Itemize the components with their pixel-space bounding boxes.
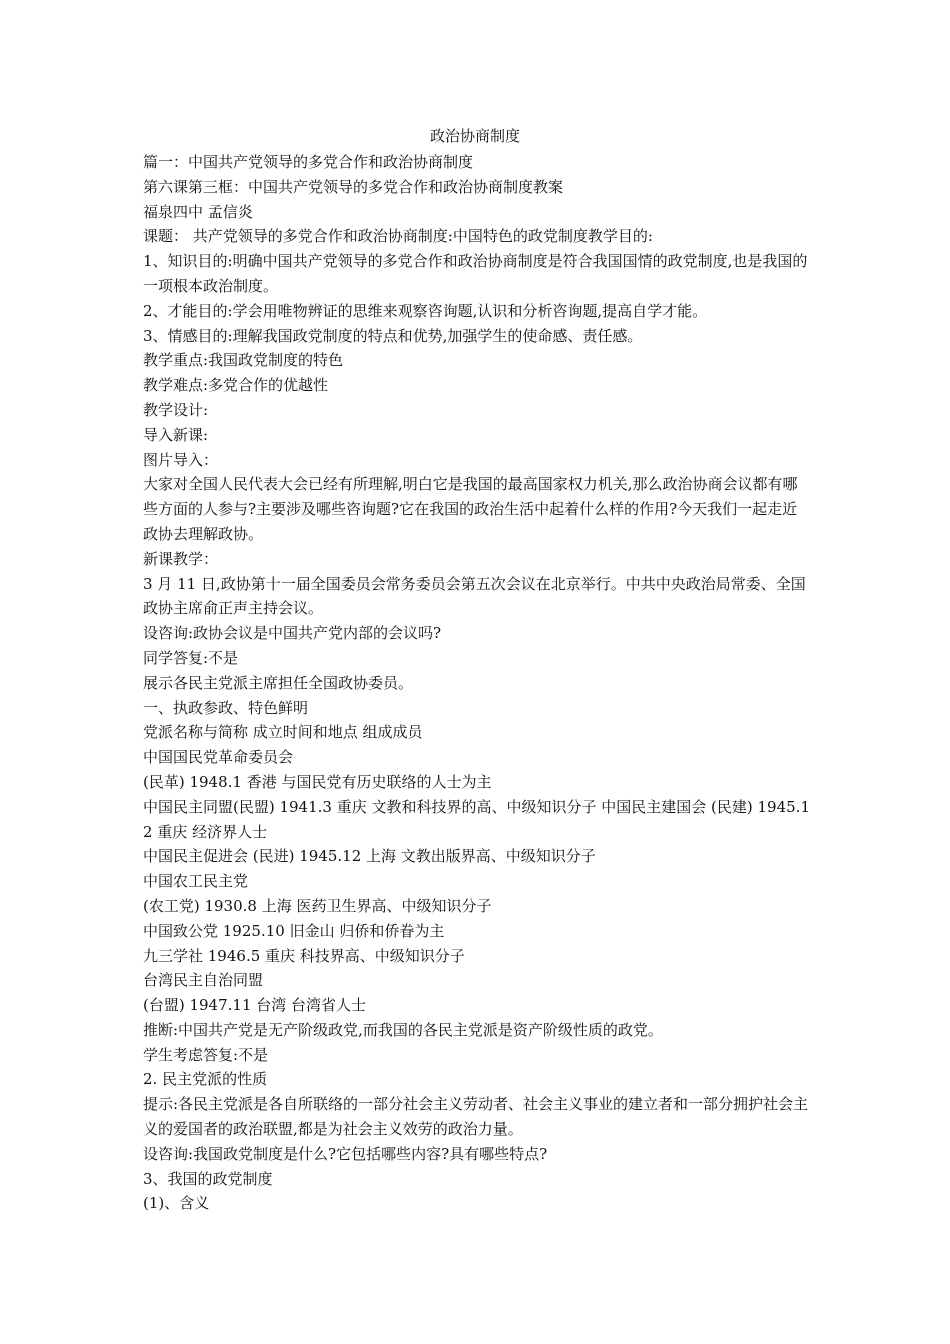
paragraph-line: 3 月 11 日,政协第十一届全国委员会常务委员会第五次会议在北京举行。中共中央政治局常委、全国政协主席俞正声主持会议。: [143, 574, 806, 618]
paragraph-line: 中国民主同盟(民盟) 1941.3 重庆 文教和科技界的高、中级知识分子 中国民主建国会 (民建) 1945.12 重庆 经济界人士: [143, 797, 810, 841]
paragraph-line: 导入新课:: [143, 425, 209, 444]
paragraph-line: 九三学社 1946.5 重庆 科技界高、中级知识分子: [143, 946, 465, 965]
paragraph-line: 1、知识目的:明确中国共产党领导的多党合作和政治协商制度是符合我国国情的政党制度,也是我国的一项根本政治制度。: [143, 252, 808, 295]
paragraph-line: (民革) 1948.1 香港 与国民党有历史联络的人士为主: [143, 772, 492, 791]
paragraph-line: 设咨询:我国政党制度是什么?它包括哪些内容?具有哪些特点?: [143, 1144, 548, 1163]
paragraph-line: 展示各民主党派主席担任全国政协委员。: [143, 673, 414, 692]
paragraph-line: 新课教学：: [143, 549, 219, 568]
paragraph-line: (农工党) 1930.8 上海 医药卫生界高、中级知识分子: [143, 896, 492, 915]
paragraph-line: 一、执政参政、特色鲜明: [143, 698, 309, 717]
paragraph-line: 福泉四中 孟信炎: [143, 202, 253, 221]
paragraph-line: 大家对全国人民代表大会已经有所理解,明白它是我国的最高国家权力机关,那么政治协商会议都有哪些方面的人参与?主要涉及哪些咨询题?它在我国的政治生活中起着什么样的作用?今天我们一起走近政协去理解政协。: [143, 475, 798, 543]
paragraph-line: 3、情感目的:理解我国政党制度的特点和优势,加强学生的使命感、责任感。: [143, 326, 643, 345]
paragraph-line: 学生考虑答复:不是: [143, 1045, 269, 1064]
paragraph-line: 教学难点:多党合作的优越性: [143, 376, 329, 395]
paragraph-line: 党派名称与简称 成立时间和地点 组成成员: [143, 723, 423, 742]
paragraph-line: 2. 民主党派的性质: [143, 1070, 268, 1089]
paragraph-line: 教学重点:我国政党制度的特色: [143, 351, 344, 370]
paragraph-line: 课题： 共产党领导的多党合作和政治协商制度:中国特色的政党制度教学目的:: [143, 227, 653, 246]
paragraph-line: 教学设计:: [143, 400, 209, 419]
paragraph-line: 中国农工民主党: [143, 872, 249, 891]
paragraph-line: 中国国民党革命委员会: [143, 748, 294, 767]
paragraph-line: 篇一：中国共产党领导的多党合作和政治协商制度: [143, 153, 474, 171]
paragraph-line: 2、才能目的:学会用唯物辨证的思维来观察咨询题,认识和分析咨询题,提高自学才能。: [143, 301, 708, 320]
paragraph-line: 设咨询:政协会议是中国共产党内部的会议吗?: [143, 624, 442, 643]
paragraph-line: (台盟) 1947.11 台湾 台湾省人士: [143, 996, 367, 1015]
paragraph-line: (1)、含义: [143, 1194, 210, 1213]
paragraph-line: 推断:中国共产党是无产阶级政党,而我国的各民主党派是资产阶级性质的政党。: [143, 1020, 663, 1039]
paragraph-line: 提示:各民主党派是各自所联络的一部分社会主义劳动者、社会主义事业的建立者和一部分拥护社会主义的爱国者的政治联盟,都是为社会主义效劳的政治力量。: [143, 1095, 809, 1139]
document-body: [143, 150, 811, 1216]
document-title: 政治协商制度: [429, 127, 520, 145]
paragraph-line: 3、我国的政党制度: [143, 1169, 273, 1188]
paragraph-line: 同学答复:不是: [143, 648, 239, 667]
paragraph-line: 第六课第三框：中国共产党领导的多党合作和政治协商制度教案: [143, 177, 564, 196]
paragraph-line: 台湾民主自治同盟: [143, 971, 264, 990]
paragraph-line: 中国民主促进会 (民进) 1945.12 上海 文教出版界高、中级知识分子: [143, 847, 596, 866]
paragraph-line: 中国致公党 1925.10 旧金山 归侨和侨眷为主: [143, 921, 445, 940]
paragraph-line: 图片导入：: [143, 450, 219, 469]
